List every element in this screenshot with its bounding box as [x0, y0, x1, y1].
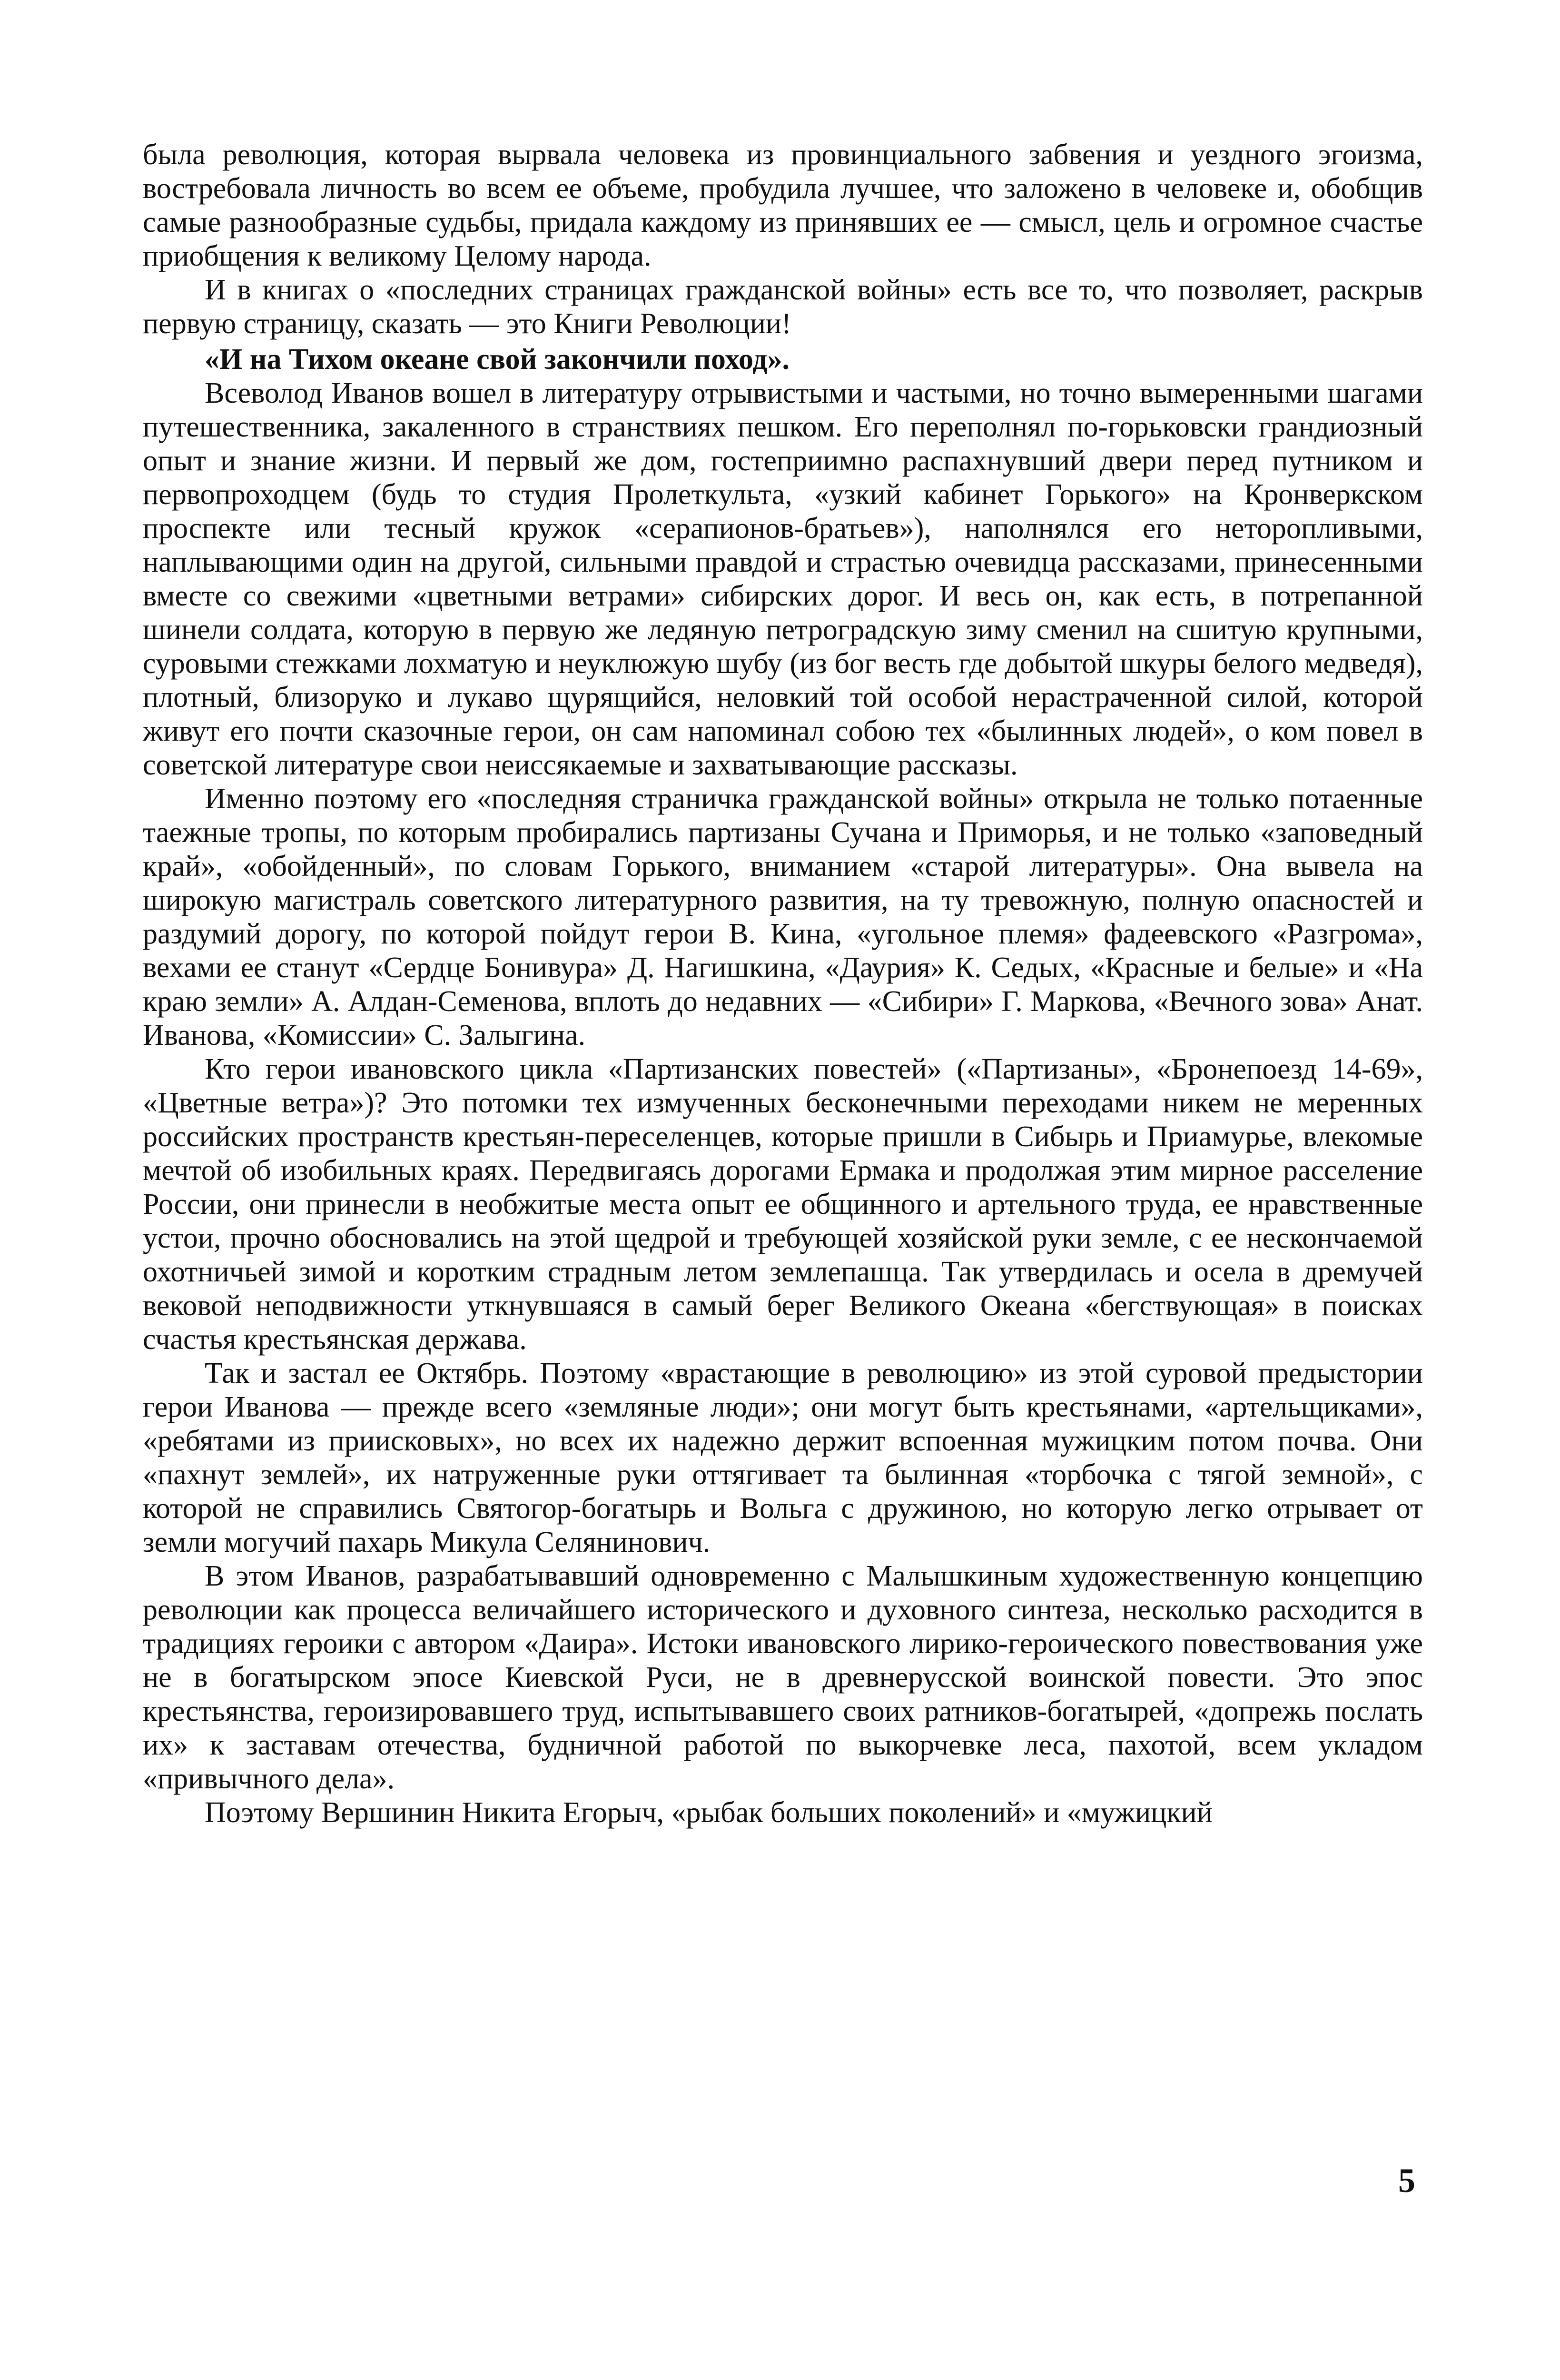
section-heading: «И на Тихом океане свой закончили поход». — [205, 343, 790, 376]
paragraph-intro: была революция, которая вырвала человека из провинциального забвения и уездного эгоизма, востребовала личность во всем ее объеме, пробудила лучшее, что заложено в человеке и, обобщив самые разнообразные судьбы, придала каждому из принявших ее — смысл, цель и огромное счастье приобщения к великому Целому народа. — [143, 139, 1423, 272]
paragraph-october: Так и застал ее Октябрь. Поэтому «врастающие в революцию» из этой суровой предыстории герои Иванова — прежде всего «земляные люди»; они могут быть крестьянами, «артельщиками», «ребятами из приисковых», но всех их надежно держит вспоенная мужицким потом почва. Они «пахнут землей», их натруженные руки оттягивает та былинная «торбочка с тягой земной», с которой не справились Святогор-богатырь и Вольга с дружиною, но которую легко отрывает от земли могучий пахарь Микула Селянинович. — [143, 1357, 1423, 1558]
paragraph-heroes: Кто герои ивановского цикла «Партизанских повестей» («Партизаны», «Бронепоезд 14-69», «Цветные ветра»)? Это потомки тех измученных бесконечными переходами никем не меренных российских пространств крестьян-переселенцев, которые пришли в Сибырь и Приамурье, влекомые мечтой об изобильных краях. Передвигаясь дорогами Ермака и продолжая этим мирное расселение России, они принесли в необжитые места опыт ее общинного и артельного труда, ее нравственные устои, прочно обосновались на этой щедрой и требующей хозяйской руки земле, с ее нескончаемой охотничьей зимой и коротким страдным летом землепашца. Так утвердилась и осела в дремучей вековой неподвижности уткнувшаяся в самый берег Великого Океана «бегствующая» в поисках счастья крестьянская держава. — [143, 1053, 1423, 1356]
page-text — [143, 138, 1423, 1830]
page-number: 5 — [1398, 2162, 1415, 2200]
paragraph-vershinin: Поэтому Вершинин Никита Егорыч, «рыбак больших поколений» и «мужицкий — [205, 1796, 1213, 1829]
paragraph-concept: В этом Иванов, разрабатывавший одновременно с Малышкиным художественную концепцию революции как процесса величайшего исторического и духовного синтеза, несколько расходится в традициях героики с автором «Даира». Истоки ивановского лирико-героического повествования уже не в богатырском эпосе Киевской Руси, не в древнерусской воинской повести. Это эпос крестьянства, героизировавшего труд, испытывавшего своих ратников-богатырей, «допрежь послать их» к заставам отечества, будничной работой по выкорчевке леса, пахотой, всем укладом «привычного дела». — [143, 1560, 1423, 1795]
paragraph-last-page: Именно поэтому его «последняя страничка гражданской войны» открыла не только потаенные таежные тропы, по которым пробирались партизаны Сучана и Приморья, и не только «заповедный край», «обойденный», по словам Горького, вниманием «старой литературы». Она вывела на широкую магистраль советского литературного развития, на ту тревожную, полную опасностей и раздумий дорогу, по которой пойдут герои В. Кина, «угольное племя» фадеевского «Разгрома», вехами ее станут «Сердце Бонивура» Д. Нагишкина, «Даурия» К. Седых, «Красные и белые» и «На краю земли» А. Алдан-Семенова, вплоть до недавних — «Сибири» Г. Маркова, «Вечного зова» Анат. Иванова, «Комиссии» С. Залыгина. — [143, 783, 1423, 1051]
paragraph-ivanov-entry: Всеволод Иванов вошел в литературу отрывистыми и частыми, но точно вымеренными шагами путешественника, закаленного в странствиях пешком. Его переполнял по-горьковски грандиозный опыт и знание жизни. И первый же дом, гостеприимно распахнувший двери перед путником и первопроходцем (будь то студия Пролеткульта, «узкий кабинет Горького» на Кронверкском проспекте или тесный кружок «серапионов-братьев»), наполнялся его неторопливыми, наплывающими один на другой, сильными правдой и страстью очевидца рассказами, принесенными вместе со свежими «цветными ветрами» сибирских дорог. И весь он, как есть, в потрепанной шинели солдата, которую в первую же ледяную петроградскую зиму сменил на сшитую крупными, суровыми стежками лохматую и неуклюжую шубу (из бог весть где добытой шкуры белого медведя), плотный, близоруко и лукаво щурящийся, неловкий той особой нерастраченной силой, которой живут его почти сказочные герои, он сам напоминал собою тех «былинных людей», о ком повел в советской литературе свои неиссякаемые и захватывающие рассказы. — [143, 377, 1423, 781]
paragraph-books-of-revolution: И в книгах о «последних страницах гражданской войны» есть все то, что позволяет, раскрыв первую страницу, сказать — это Книги Революции! — [143, 274, 1423, 340]
